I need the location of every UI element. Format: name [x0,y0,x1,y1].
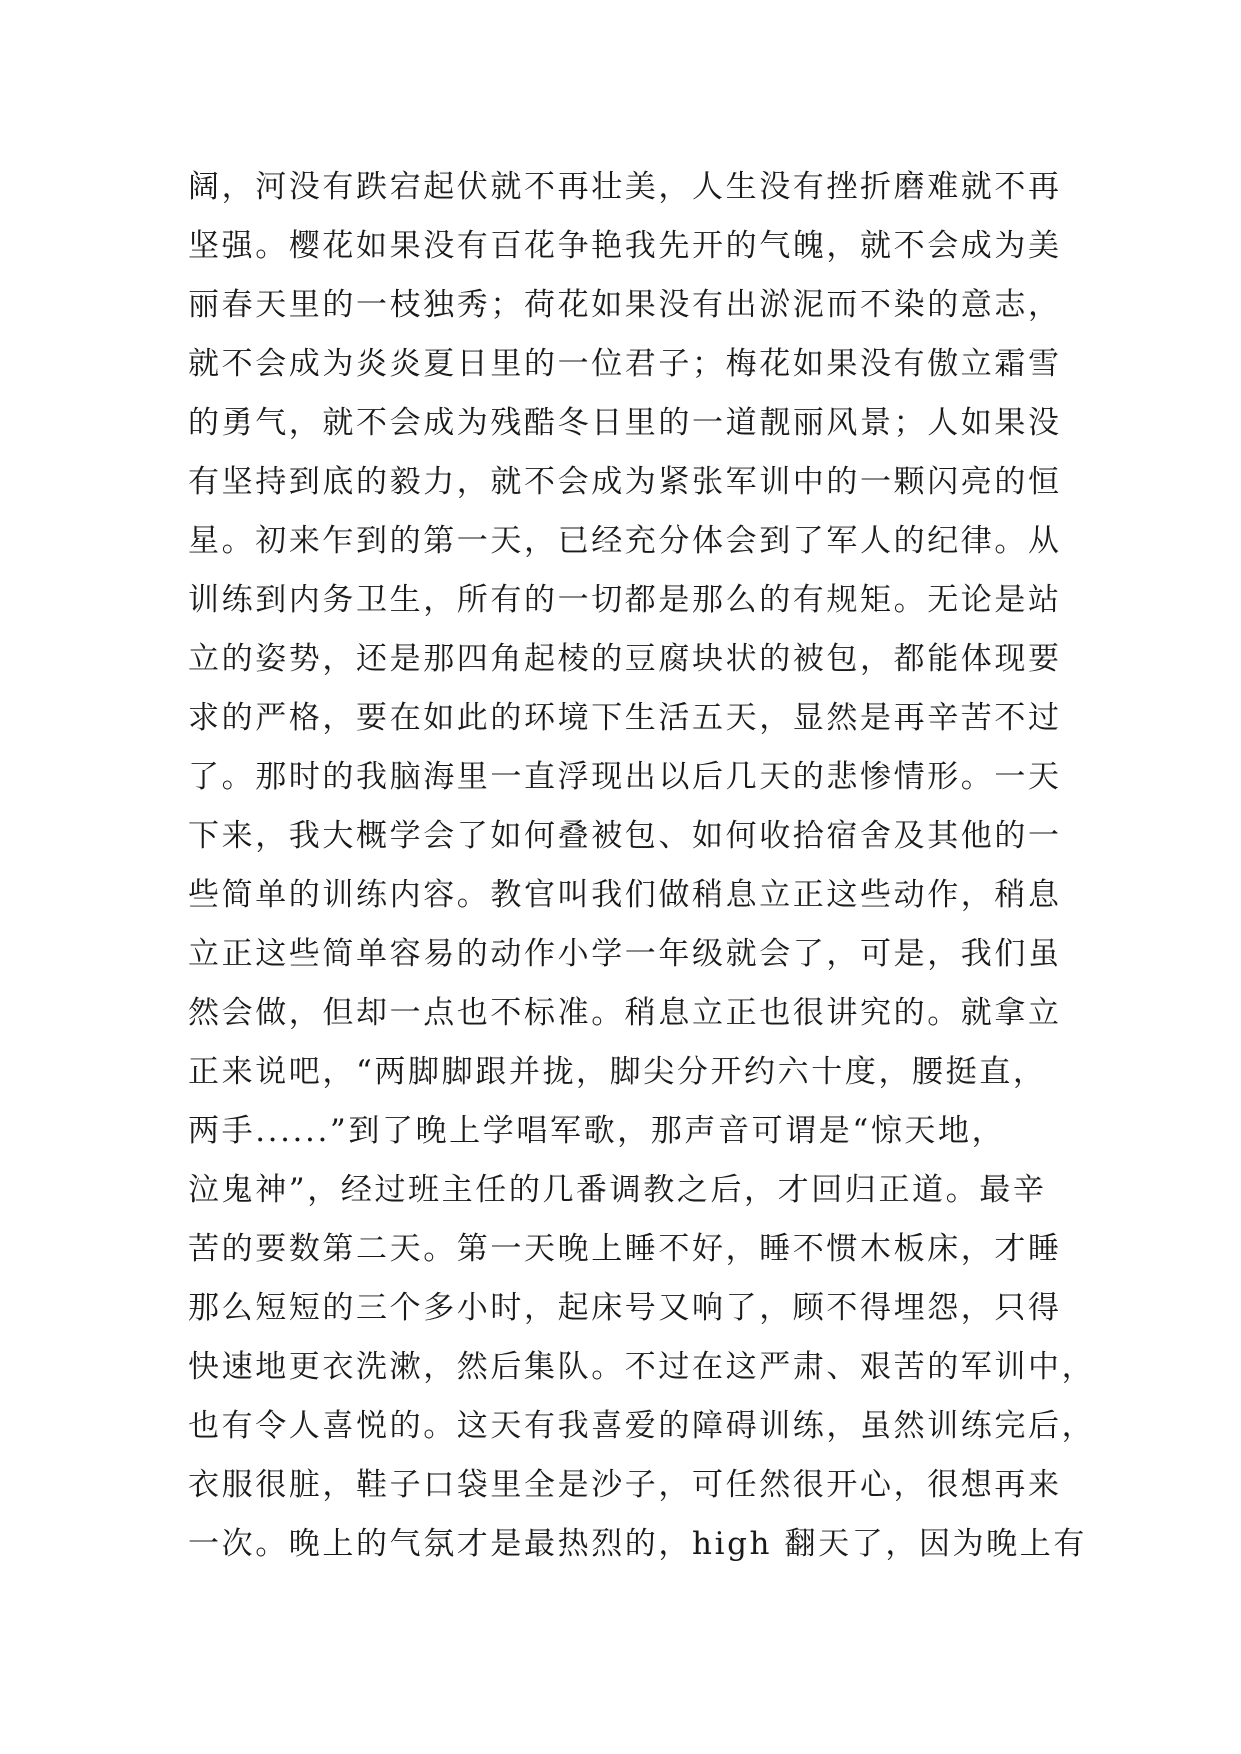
text-line: 然会做，但却一点也不标准。稍息立正也很讲究的。就拿立 [188,995,1062,1031]
text-line: 衣服很脏，鞋子口袋里全是沙子，可任然很开心，很想再来 [188,1467,1062,1503]
text-line: 立的姿势，还是那四角起棱的豆腐块状的被包，都能体现要 [188,641,1062,677]
text-line: 有坚持到底的毅力，就不会成为紧张军训中的一颗闪亮的恒 [188,464,1062,500]
text-line: 也有令人喜悦的。这天有我喜爱的障碍训练，虽然训练完后， [188,1408,1096,1444]
text-line: 些简单的训练内容。教官叫我们做稍息立正这些动作，稍息 [188,877,1062,913]
text-line: 训练到内务卫生，所有的一切都是那么的有规矩。无论是站 [188,582,1062,618]
text-line: 苦的要数第二天。第一天晚上睡不好，睡不惯木板床，才睡 [188,1231,1062,1267]
text-line: 就不会成为炎炎夏日里的一位君子；梅花如果没有傲立霜雪 [188,346,1062,382]
text-line: 两手......”到了晚上学唱军歌，那声音可谓是“惊天地， [188,1113,1006,1149]
text-line: 下来，我大概学会了如何叠被包、如何收拾宿舍及其他的一 [188,818,1062,854]
text-line: 丽春天里的一枝独秀；荷花如果没有出淤泥而不染的意志， [188,287,1062,323]
text-line: 立正这些简单容易的动作小学一年级就会了，可是，我们虽 [188,936,1062,972]
text-line: 阔，河没有跌宕起伏就不再壮美，人生没有挫折磨难就不再 [188,169,1062,205]
text-line: 正来说吧，“两脚脚跟并拢，脚尖分开约六十度，腰挺直， [188,1054,1047,1090]
text-line: 求的严格，要在如此的环境下生活五天，显然是再辛苦不过 [188,700,1062,736]
document-body [188,158,1096,1574]
text-line: 泣鬼神”，经过班主任的几番调教之后，才回归正道。最辛 [188,1172,1047,1208]
text-line: 那么短短的三个多小时，起床号又响了，顾不得埋怨，只得 [188,1290,1062,1326]
text-line: 了。那时的我脑海里一直浮现出以后几天的悲惨情形。一天 [188,759,1062,795]
text-line: 快速地更衣洗漱，然后集队。不过在这严肃、艰苦的军训中， [188,1349,1096,1385]
text-line: 的勇气，就不会成为残酷冬日里的一道靓丽风景；人如果没 [188,405,1062,441]
text-line: 星。初来乍到的第一天，已经充分体会到了军人的纪律。从 [188,523,1062,559]
text-line: 一次。晚上的气氛才是最热烈的，high 翻天了，因为晚上有 [188,1526,1087,1562]
text-line: 坚强。樱花如果没有百花争艳我先开的气魄，就不会成为美 [188,228,1062,264]
